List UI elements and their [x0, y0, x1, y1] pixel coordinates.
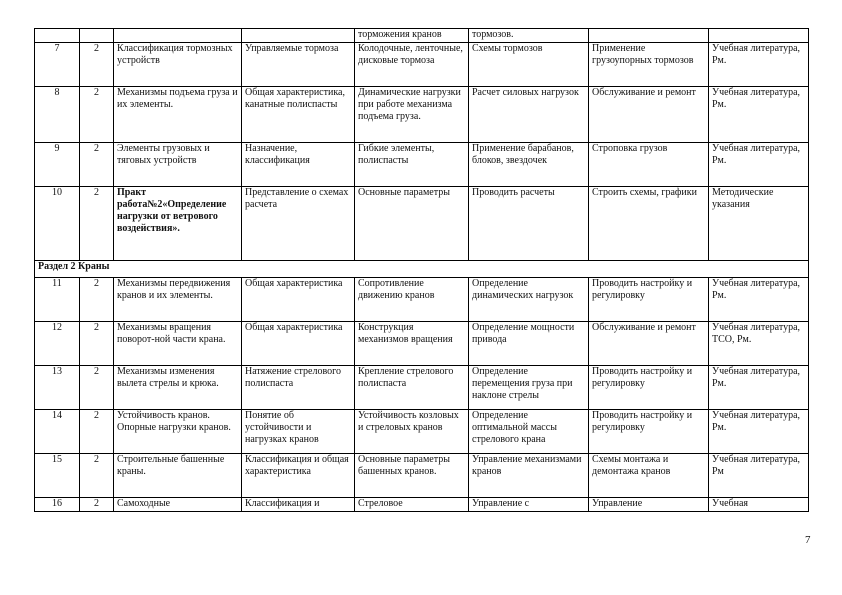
table-row: [35, 366, 809, 410]
cell-lab-work: Сопротивление движению кранов: [355, 278, 469, 322]
cell-practice: Схемы тормозов: [469, 43, 589, 87]
cell-hours: 2: [80, 187, 114, 261]
cell-number: 9: [35, 143, 80, 187]
thematic-plan-table: [34, 28, 809, 512]
cell-topic: Элементы грузовых и тяговых устройств: [114, 143, 242, 187]
cell-lab-work: Крепление стрелового полиспаста: [355, 366, 469, 410]
cell-independent-work: Схемы монтажа и демонтажа кранов: [589, 454, 709, 498]
cell-practice: Определение оптимальной массы стрелового крана: [469, 410, 589, 454]
cell-hours: [80, 29, 114, 43]
cell-independent-work: [589, 29, 709, 43]
cell-hours: 2: [80, 143, 114, 187]
cell-number: 15: [35, 454, 80, 498]
cell-lab-work: Основные параметры башенных кранов.: [355, 454, 469, 498]
cell-practice: Управление с: [469, 498, 589, 512]
cell-independent-work: Проводить настройку и регулировку: [589, 366, 709, 410]
cell-number: 16: [35, 498, 80, 512]
cell-hours: 2: [80, 410, 114, 454]
cell-topic: [114, 29, 242, 43]
table-row: [35, 322, 809, 366]
cell-topic: Механизмы вращения поворот-ной части крана.: [114, 322, 242, 366]
cell-topic: Механизмы изменения вылета стрелы и крюка.: [114, 366, 242, 410]
cell-number: 11: [35, 278, 80, 322]
table-row: [35, 410, 809, 454]
cell-number: 10: [35, 187, 80, 261]
cell-topic: Строительные башенные краны.: [114, 454, 242, 498]
cell-literature: Учебная литература, Рм.: [709, 278, 809, 322]
cell-number: 8: [35, 87, 80, 143]
cell-number: 14: [35, 410, 80, 454]
cell-lab-work: Стреловое: [355, 498, 469, 512]
table-row: [35, 454, 809, 498]
table-row: [35, 43, 809, 87]
cell-literature: Учебная литература, Рм.: [709, 43, 809, 87]
cell-content: Натяжение стрелового полиспаста: [242, 366, 355, 410]
cell-literature: Методические указания: [709, 187, 809, 261]
cell-lab-work: Устойчивость козловых и стреловых кранов: [355, 410, 469, 454]
cell-literature: Учебная литература, Рм: [709, 454, 809, 498]
cell-content: Общая характеристика: [242, 278, 355, 322]
table-row: [35, 29, 809, 43]
cell-practice: Применение барабанов, блоков, звездочек: [469, 143, 589, 187]
cell-number: 7: [35, 43, 80, 87]
table-row: [35, 87, 809, 143]
cell-independent-work: Строить схемы, графики: [589, 187, 709, 261]
cell-content: Общая характеристика: [242, 322, 355, 366]
cell-number: [35, 29, 80, 43]
cell-hours: 2: [80, 278, 114, 322]
cell-topic: Классификация тормозных устройств: [114, 43, 242, 87]
cell-lab-work: торможения кранов: [355, 29, 469, 43]
cell-hours: 2: [80, 366, 114, 410]
cell-lab-work: Основные параметры: [355, 187, 469, 261]
cell-number: 12: [35, 322, 80, 366]
cell-practice: Определение мощности привода: [469, 322, 589, 366]
cell-practice: Определение перемещения груза при наклоне стрелы: [469, 366, 589, 410]
cell-content: Назначение, классификация: [242, 143, 355, 187]
cell-content: Классификация и общая характеристика: [242, 454, 355, 498]
cell-hours: 2: [80, 43, 114, 87]
cell-topic: Практ работа№2«Определение нагрузки от ветрового воздействия».: [114, 187, 242, 261]
cell-independent-work: Проводить настройку и регулировку: [589, 410, 709, 454]
section-title: Раздел 2 Краны: [35, 261, 809, 278]
cell-literature: Учебная литература, Рм.: [709, 143, 809, 187]
table-row: [35, 278, 809, 322]
cell-independent-work: Обслуживание и ремонт: [589, 322, 709, 366]
cell-literature: Учебная: [709, 498, 809, 512]
section-row: [35, 261, 809, 278]
cell-practice: тормозов.: [469, 29, 589, 43]
cell-content: Управляемые тормоза: [242, 43, 355, 87]
cell-number: 13: [35, 366, 80, 410]
cell-literature: Учебная литература, Рм.: [709, 87, 809, 143]
cell-content: Общая характеристика, канатные полиспасты: [242, 87, 355, 143]
table-row: [35, 143, 809, 187]
cell-content: [242, 29, 355, 43]
cell-lab-work: Конструкция механизмов вращения: [355, 322, 469, 366]
table-row: [35, 187, 809, 261]
cell-literature: Учебная литература, ТСО, Рм.: [709, 322, 809, 366]
cell-literature: Учебная литература, Рм.: [709, 410, 809, 454]
cell-literature: Учебная литература, Рм.: [709, 366, 809, 410]
cell-practice: Определение динамических нагрузок: [469, 278, 589, 322]
cell-hours: 2: [80, 454, 114, 498]
cell-independent-work: Строповка грузов: [589, 143, 709, 187]
cell-lab-work: Гибкие элементы, полиспасты: [355, 143, 469, 187]
cell-topic: Устойчивость кранов. Опорные нагрузки кранов.: [114, 410, 242, 454]
cell-content: Понятие об устойчивости и нагрузках кранов: [242, 410, 355, 454]
cell-independent-work: Управление: [589, 498, 709, 512]
cell-independent-work: Обслуживание и ремонт: [589, 87, 709, 143]
cell-hours: 2: [80, 322, 114, 366]
cell-literature: [709, 29, 809, 43]
cell-independent-work: Применение грузоупорных тормозов: [589, 43, 709, 87]
cell-topic: Механизмы передвижения кранов и их элементы.: [114, 278, 242, 322]
cell-hours: 2: [80, 498, 114, 512]
cell-practice: Проводить расчеты: [469, 187, 589, 261]
cell-lab-work: Колодочные, ленточные, дисковые тормоза: [355, 43, 469, 87]
cell-independent-work: Проводить настройку и регулировку: [589, 278, 709, 322]
cell-hours: 2: [80, 87, 114, 143]
cell-content: Представление о схемах расчета: [242, 187, 355, 261]
cell-lab-work: Динамические нагрузки при работе механизма подъема груза.: [355, 87, 469, 143]
cell-topic: Самоходные: [114, 498, 242, 512]
cell-topic: Механизмы подъема груза и их элементы.: [114, 87, 242, 143]
page-number: 7: [805, 534, 811, 546]
table-row: [35, 498, 809, 512]
cell-content: Классификация и: [242, 498, 355, 512]
cell-practice: Расчет силовых нагрузок: [469, 87, 589, 143]
cell-practice: Управление механизмами кранов: [469, 454, 589, 498]
